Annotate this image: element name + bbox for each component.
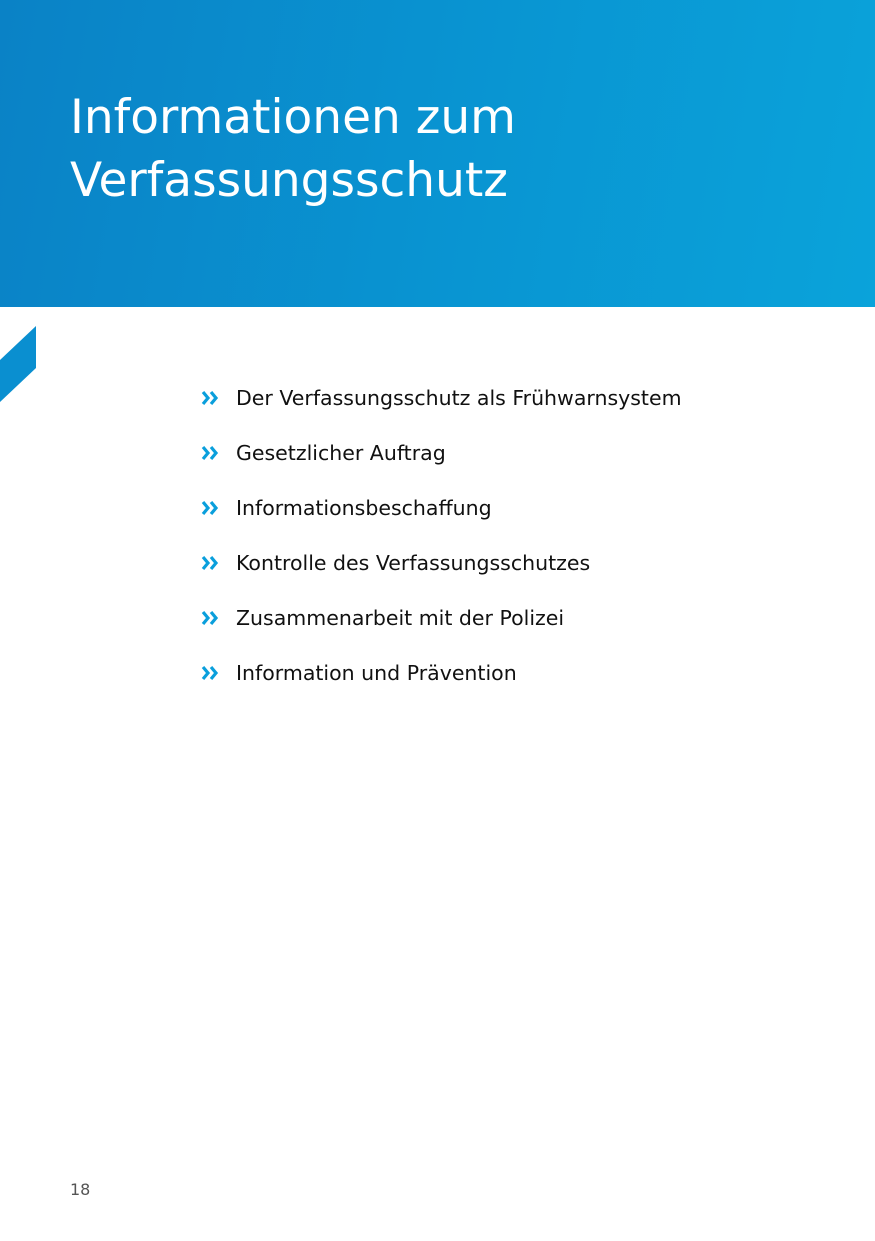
list-item	[201, 480, 682, 535]
list-item-label: Gesetzlicher Auftrag	[236, 440, 446, 465]
list-item-label: Kontrolle des Verfassungsschutzes	[236, 550, 591, 575]
list-item-label: Informationsbeschaffung	[236, 495, 492, 520]
chevron-double-right-icon	[201, 665, 220, 681]
list-item-label: Information und Prävention	[236, 660, 517, 685]
chevron-double-right-icon	[201, 610, 220, 626]
chevron-double-right-icon	[201, 555, 220, 571]
chevron-double-right-icon	[201, 390, 220, 406]
topic-list	[201, 370, 682, 700]
page-title-line-2: Verfassungsschutz	[70, 153, 508, 208]
page-number: 18	[70, 1180, 91, 1199]
list-item	[201, 370, 682, 425]
page-title-line-1: Informationen zum	[70, 90, 516, 145]
list-item	[201, 535, 682, 590]
list-item-label: Der Verfassungsschutz als Frühwarnsystem	[236, 385, 682, 410]
list-item	[201, 590, 682, 645]
list-item	[201, 425, 682, 480]
header-band	[0, 0, 875, 307]
page-title	[70, 86, 830, 212]
chevron-double-right-icon	[201, 500, 220, 516]
list-item	[201, 645, 682, 700]
corner-accent-shape	[0, 326, 36, 402]
chevron-double-right-icon	[201, 445, 220, 461]
list-item-label: Zusammenarbeit mit der Polizei	[236, 605, 565, 630]
